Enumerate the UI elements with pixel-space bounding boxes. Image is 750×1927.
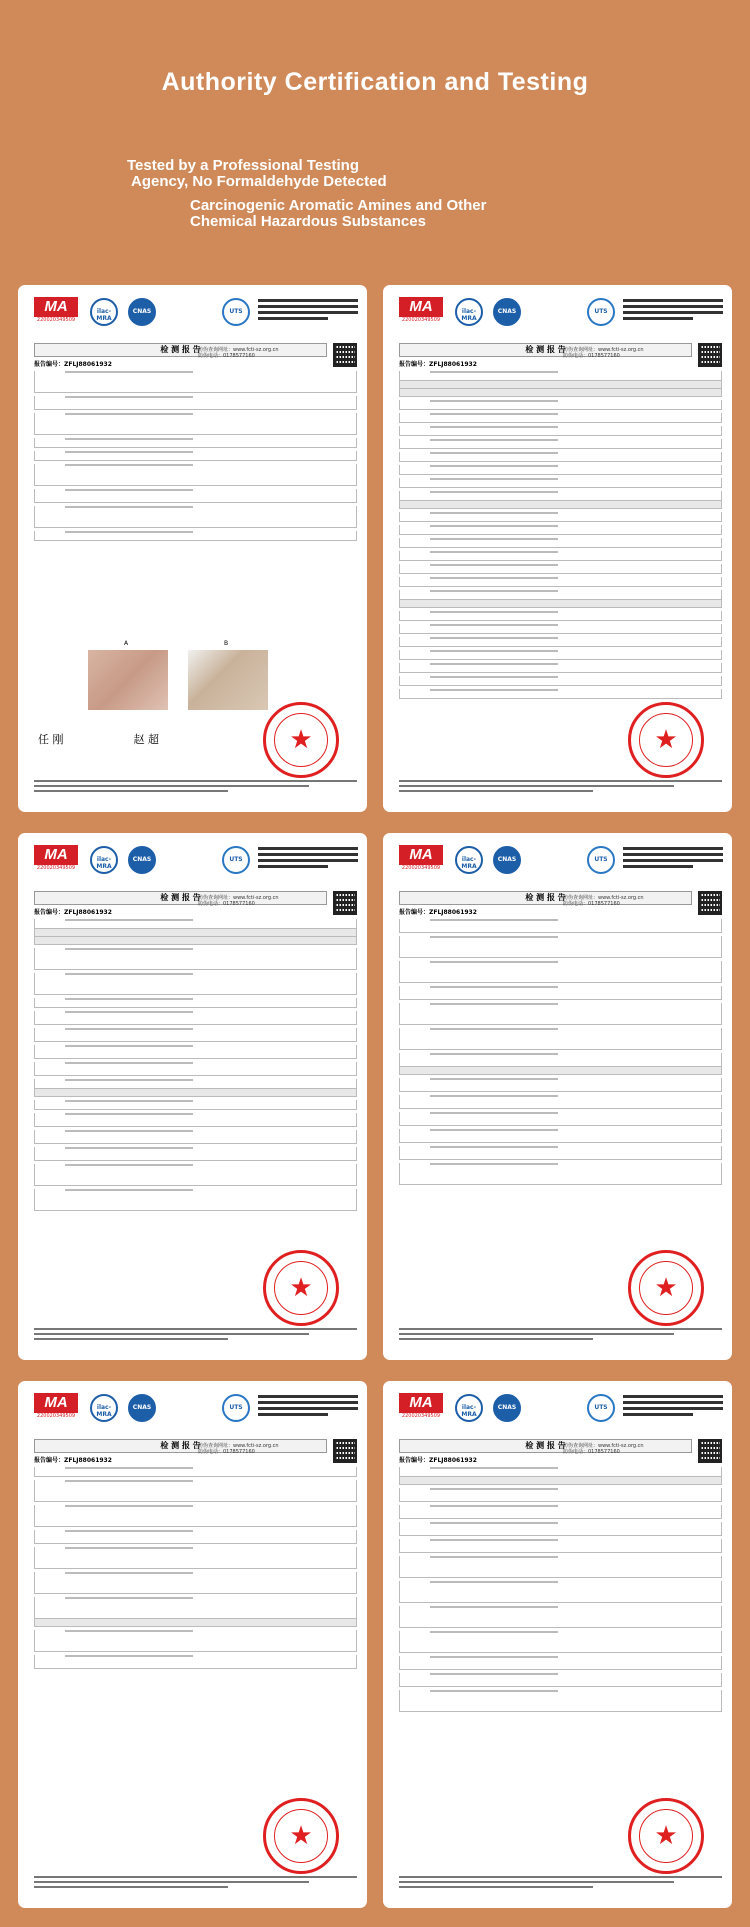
table-row <box>399 986 722 1000</box>
subtitle-tested-line2: Agency, No Formaldehyde Detected <box>131 173 387 190</box>
table-row <box>34 973 357 995</box>
report-query-info <box>563 347 644 359</box>
table-row <box>399 1581 722 1603</box>
query-url: 防伪查询网址：www.fcti-sz.org.cn <box>563 895 644 901</box>
page-title: Authority Certification and Testing <box>161 68 589 96</box>
official-seal: ★ <box>628 1798 704 1874</box>
table-row <box>34 371 357 393</box>
test-report-page <box>18 833 367 1360</box>
table-row <box>34 937 357 945</box>
report-number: 报告编号：ZFLJ88061932 <box>399 909 477 916</box>
report-query-info <box>563 1443 644 1455</box>
table-row <box>34 1147 357 1161</box>
table-row <box>399 1146 722 1160</box>
table-row <box>399 600 722 608</box>
report-footer <box>34 780 357 798</box>
cnas-logo <box>128 846 156 874</box>
report-query-info <box>198 1443 279 1455</box>
table-row <box>399 663 722 673</box>
test-report-page <box>383 285 732 812</box>
test-report-page <box>18 1381 367 1908</box>
test-report-page <box>18 285 367 812</box>
table-row <box>34 451 357 461</box>
table-row <box>34 1011 357 1025</box>
qr-code <box>333 1439 357 1463</box>
subtitle-hazard <box>190 198 486 230</box>
signature-inspector: 任 刚 <box>38 733 64 746</box>
report-footer <box>399 1328 722 1346</box>
table-row <box>34 1505 357 1527</box>
table-row <box>399 1163 722 1185</box>
report-footer <box>399 1876 722 1894</box>
certification-logos <box>34 843 357 883</box>
lab-name-block <box>258 1395 358 1419</box>
cma-logo: MA 220020349509 <box>399 297 443 325</box>
table-row <box>34 1062 357 1076</box>
official-seal: ★ <box>628 1250 704 1326</box>
official-seal: ★ <box>263 1250 339 1326</box>
lab-name-block <box>623 847 723 871</box>
cma-code: 220020349509 <box>36 317 76 323</box>
report-footer <box>399 780 722 798</box>
uts-logo-text: UTS <box>229 856 243 863</box>
cnas-logo-text: CNAS <box>132 308 152 315</box>
results-table <box>399 1464 722 1712</box>
ilac-logo-text: ilac-MRA <box>96 308 112 322</box>
table-row <box>34 1189 357 1211</box>
table-row <box>34 1028 357 1042</box>
query-url: 防伪查询网址：www.fcti-sz.org.cn <box>563 347 644 353</box>
table-row <box>34 1619 357 1627</box>
table-row <box>34 396 357 410</box>
report-number: 报告编号：ZFLJ88061932 <box>34 361 112 368</box>
uts-logo <box>222 298 250 326</box>
cnas-logo-text: CNAS <box>132 856 152 863</box>
table-row <box>399 439 722 449</box>
report-title: 检 测 报 告 <box>34 891 327 905</box>
table-row <box>34 1655 357 1669</box>
table-row <box>399 936 722 958</box>
uts-logo-text: UTS <box>594 856 608 863</box>
test-report-page <box>383 1381 732 1908</box>
cma-logo: MA 220020349509 <box>34 1393 78 1421</box>
table-row <box>34 1630 357 1652</box>
table-row <box>399 590 722 600</box>
sample-a-label: A <box>124 640 129 647</box>
table-row <box>399 1488 722 1502</box>
subtitle-tested <box>127 158 387 190</box>
query-phone: 防伪电话：0178577160 <box>563 901 620 907</box>
table-row <box>399 1028 722 1050</box>
sample-b-photo <box>188 650 268 710</box>
table-row <box>399 426 722 436</box>
results-table <box>34 368 357 541</box>
report-title: 检 测 报 告 <box>34 343 327 357</box>
table-row <box>399 1112 722 1126</box>
table-row <box>399 650 722 660</box>
report-query-info <box>198 347 279 359</box>
cma-logo: MA 220020349509 <box>399 845 443 873</box>
qr-code <box>698 1439 722 1463</box>
table-row <box>399 624 722 634</box>
table-row <box>399 1656 722 1670</box>
lab-name-block <box>623 1395 723 1419</box>
table-row <box>399 1522 722 1536</box>
table-row <box>399 478 722 488</box>
table-row <box>34 1597 357 1619</box>
cnas-logo-text: CNAS <box>497 1404 517 1411</box>
table-row <box>399 551 722 561</box>
certification-logos <box>34 295 357 335</box>
results-table <box>399 368 722 699</box>
report-title: 检 测 报 告 <box>34 1439 327 1453</box>
report-title: 检 测 报 告 <box>399 891 692 905</box>
table-row <box>399 577 722 587</box>
cnas-logo <box>493 846 521 874</box>
report-number: 报告编号：ZFLJ88061932 <box>34 909 112 916</box>
cnas-logo <box>128 1394 156 1422</box>
table-row <box>34 1130 357 1144</box>
table-row <box>34 1113 357 1127</box>
table-row <box>399 564 722 574</box>
table-row <box>399 538 722 548</box>
table-row <box>34 1467 357 1477</box>
ilac-mra-logo <box>90 298 118 326</box>
cnas-logo-text: CNAS <box>497 856 517 863</box>
report-query-info <box>198 895 279 907</box>
query-phone: 防伪电话：0178577160 <box>198 353 255 359</box>
cma-logo: MA 220020349509 <box>34 845 78 873</box>
report-number: 报告编号：ZFLJ88061932 <box>34 1457 112 1464</box>
table-row <box>34 1480 357 1502</box>
table-row <box>399 452 722 462</box>
table-row <box>34 1045 357 1059</box>
table-row <box>399 1505 722 1519</box>
certification-logos <box>399 295 722 335</box>
table-row <box>34 1100 357 1110</box>
report-footer <box>34 1328 357 1346</box>
uts-logo <box>222 846 250 874</box>
query-phone: 防伪电话：0178577160 <box>563 1449 620 1455</box>
report-number: 报告编号：ZFLJ88061932 <box>399 361 477 368</box>
qr-code <box>698 891 722 915</box>
table-row <box>34 489 357 503</box>
query-url: 防伪查询网址：www.fcti-sz.org.cn <box>198 347 279 353</box>
ilac-mra-logo <box>455 1394 483 1422</box>
table-row <box>34 531 357 541</box>
lab-name-block <box>258 299 358 323</box>
table-row <box>399 491 722 501</box>
table-row <box>399 1067 722 1075</box>
table-row <box>399 400 722 410</box>
lab-name-block <box>258 847 358 871</box>
table-row <box>34 1547 357 1569</box>
table-row <box>399 1690 722 1712</box>
table-row <box>399 389 722 397</box>
qr-code <box>333 891 357 915</box>
cma-code: 220020349509 <box>36 1413 76 1419</box>
cma-logo: MA 220020349509 <box>399 1393 443 1421</box>
sample-photos <box>88 640 298 710</box>
query-phone: 防伪电话：0178577160 <box>198 901 255 907</box>
table-row <box>399 465 722 475</box>
table-row <box>34 929 357 937</box>
official-seal: ★ <box>263 702 339 778</box>
table-row <box>34 948 357 970</box>
uts-logo-text: UTS <box>594 1404 608 1411</box>
report-title: 检 测 报 告 <box>399 1439 692 1453</box>
table-row <box>399 1606 722 1628</box>
table-row <box>399 637 722 647</box>
table-row <box>34 413 357 435</box>
table-row <box>34 1572 357 1594</box>
ilac-logo-text: ilac-MRA <box>461 1404 477 1418</box>
query-url: 防伪查询网址：www.fcti-sz.org.cn <box>198 1443 279 1449</box>
table-row <box>399 611 722 621</box>
cnas-logo-text: CNAS <box>132 1404 152 1411</box>
sample-a-photo <box>88 650 168 710</box>
uts-logo-text: UTS <box>229 308 243 315</box>
certification-logos <box>34 1391 357 1431</box>
subtitle-hazard-line1: Carcinogenic Aromatic Amines and Other <box>190 197 487 214</box>
table-row <box>399 525 722 535</box>
report-query-info <box>563 895 644 907</box>
table-row <box>34 1530 357 1544</box>
table-row <box>34 919 357 929</box>
table-row <box>399 961 722 983</box>
cma-code: 220020349509 <box>36 865 76 871</box>
table-row <box>34 438 357 448</box>
table-row <box>399 1539 722 1553</box>
ilac-logo-text: ilac-MRA <box>96 1404 112 1418</box>
query-url: 防伪查询网址：www.fcti-sz.org.cn <box>198 895 279 901</box>
cnas-logo <box>128 298 156 326</box>
uts-logo-text: UTS <box>229 1404 243 1411</box>
uts-logo <box>587 846 615 874</box>
table-row <box>399 1095 722 1109</box>
table-row <box>399 676 722 686</box>
table-row <box>399 413 722 423</box>
table-row <box>399 1003 722 1025</box>
query-phone: 防伪电话：0178577160 <box>198 1449 255 1455</box>
table-row <box>399 919 722 933</box>
uts-logo <box>587 298 615 326</box>
ilac-logo-text: ilac-MRA <box>461 308 477 322</box>
table-row <box>399 1556 722 1578</box>
table-row <box>34 1164 357 1186</box>
table-row <box>399 1467 722 1477</box>
sample-b-label: B <box>224 640 229 647</box>
ilac-mra-logo <box>90 1394 118 1422</box>
table-row <box>399 1477 722 1485</box>
results-table <box>34 916 357 1211</box>
ilac-logo-text: ilac-MRA <box>461 856 477 870</box>
report-number: 报告编号：ZFLJ88061932 <box>399 1457 477 1464</box>
qr-code <box>333 343 357 367</box>
uts-logo <box>587 1394 615 1422</box>
table-row <box>399 1053 722 1067</box>
ilac-mra-logo <box>455 846 483 874</box>
cnas-logo <box>493 1394 521 1422</box>
lab-name-block <box>623 299 723 323</box>
uts-logo <box>222 1394 250 1422</box>
signature-approver: 赵 超 <box>133 733 159 746</box>
cma-code: 220020349509 <box>401 865 441 871</box>
ilac-logo-text: ilac-MRA <box>96 856 112 870</box>
subtitle-tested-line1: Tested by a Professional Testing <box>127 157 360 174</box>
query-url: 防伪查询网址：www.fcti-sz.org.cn <box>563 1443 644 1449</box>
table-row <box>399 689 722 699</box>
cnas-logo-text: CNAS <box>497 308 517 315</box>
qr-code <box>698 343 722 367</box>
cma-code: 220020349509 <box>401 317 441 323</box>
table-row <box>399 381 722 389</box>
ilac-mra-logo <box>90 846 118 874</box>
table-row <box>399 371 722 381</box>
table-row <box>34 506 357 528</box>
table-row <box>34 998 357 1008</box>
signatures <box>38 731 159 747</box>
table-row <box>399 512 722 522</box>
table-row <box>399 1631 722 1653</box>
certification-logos <box>399 843 722 883</box>
certification-logos <box>399 1391 722 1431</box>
official-seal: ★ <box>628 702 704 778</box>
table-row <box>399 501 722 509</box>
table-row <box>399 1129 722 1143</box>
table-row <box>399 1078 722 1092</box>
uts-logo-text: UTS <box>594 308 608 315</box>
results-table <box>34 1464 357 1669</box>
report-footer <box>34 1876 357 1894</box>
cma-logo: MA 220020349509 <box>34 297 78 325</box>
subtitle-hazard-line2: Chemical Hazardous Substances <box>190 213 426 230</box>
cnas-logo <box>493 298 521 326</box>
ilac-mra-logo <box>455 298 483 326</box>
results-table <box>399 916 722 1185</box>
official-seal: ★ <box>263 1798 339 1874</box>
table-row <box>34 1089 357 1097</box>
table-row <box>34 1079 357 1089</box>
table-row <box>399 1673 722 1687</box>
query-phone: 防伪电话：0178577160 <box>563 353 620 359</box>
cma-code: 220020349509 <box>401 1413 441 1419</box>
report-title: 检 测 报 告 <box>399 343 692 357</box>
table-row <box>34 464 357 486</box>
test-report-page <box>383 833 732 1360</box>
